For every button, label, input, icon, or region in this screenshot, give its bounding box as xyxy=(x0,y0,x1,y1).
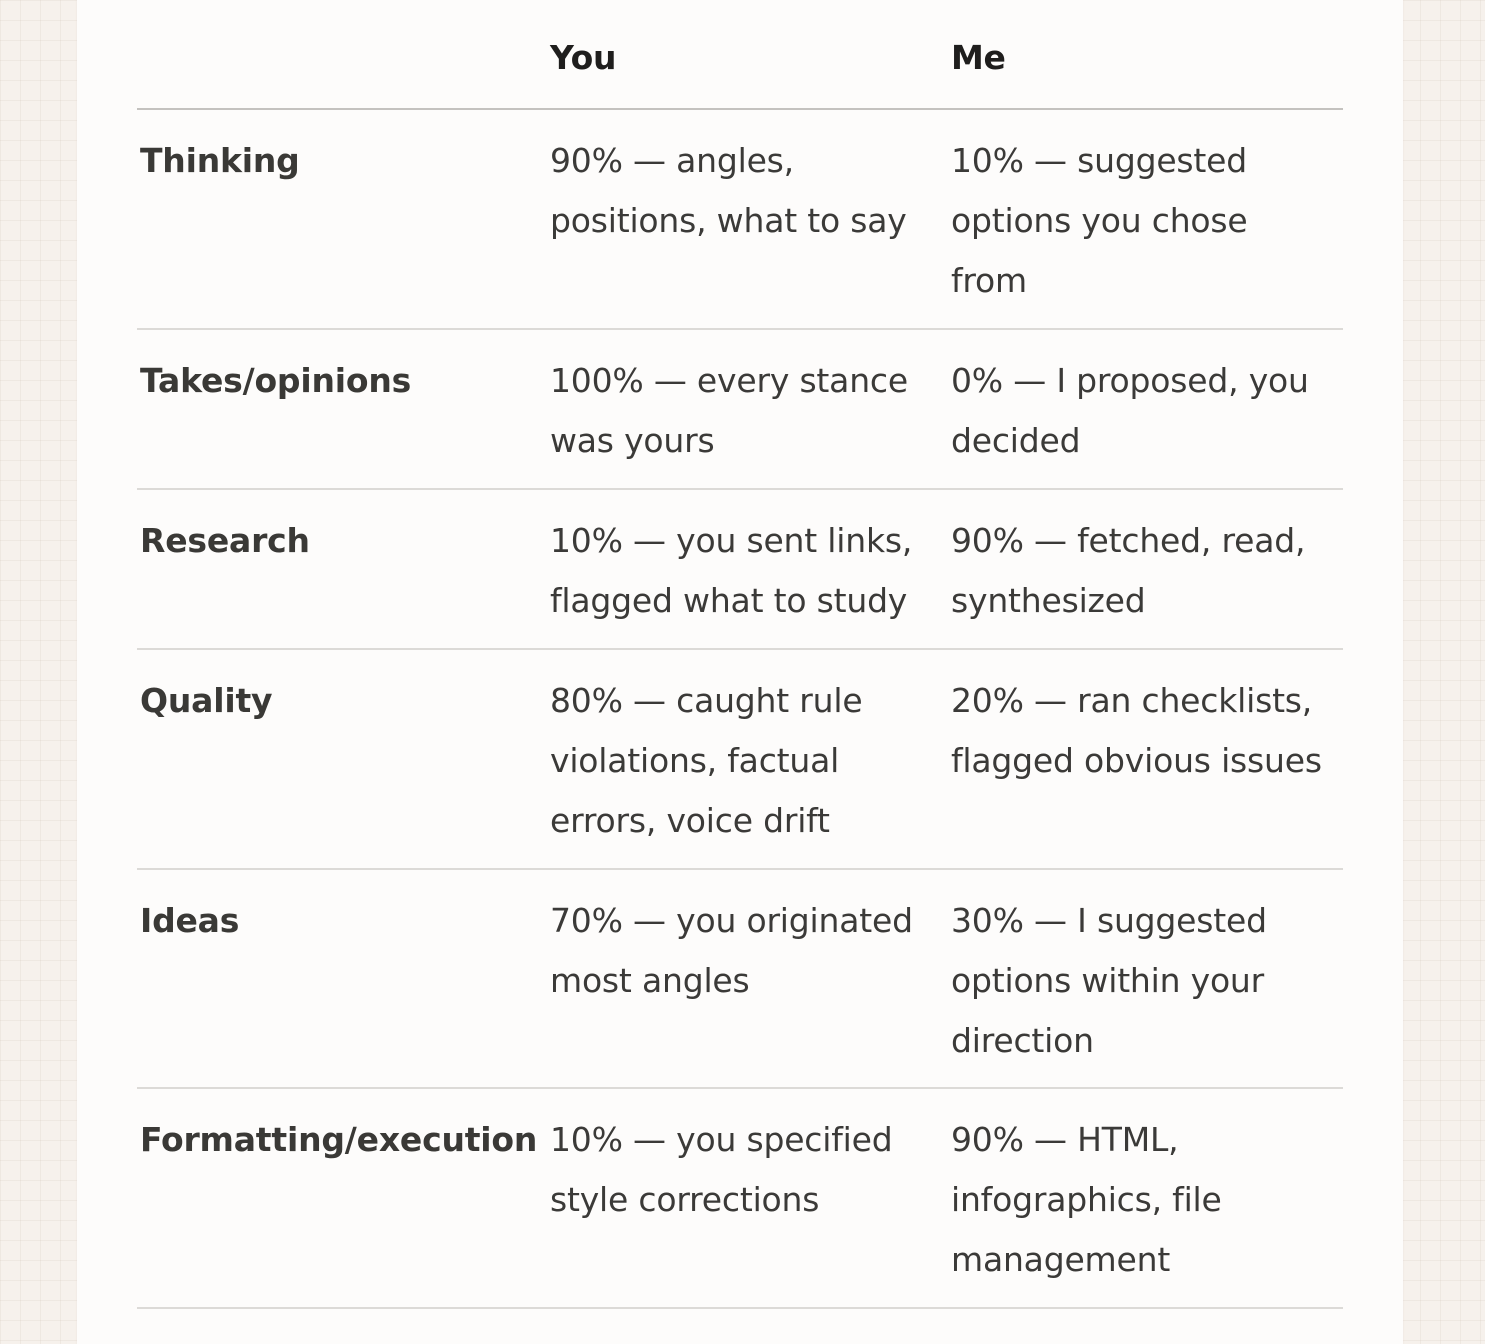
table-row xyxy=(137,650,1343,870)
table-row xyxy=(137,330,1343,490)
me-cell: 30% — I suggested options within your direction xyxy=(951,901,1267,1060)
me-cell: 20% — ran checklists, flagged obvious issues xyxy=(951,681,1322,780)
row-label: Thinking xyxy=(140,141,300,180)
row-label: Ideas xyxy=(140,901,240,940)
row-label: Takes/opinions xyxy=(140,361,412,400)
me-cell: 0% — I proposed, you decided xyxy=(951,361,1309,460)
table-header-row xyxy=(137,0,1343,110)
you-cell: 100% — every stance was yours xyxy=(550,361,908,460)
row-label: Research xyxy=(140,521,310,560)
table-row xyxy=(137,1089,1343,1309)
header-me: Me xyxy=(951,38,1006,77)
me-cell: 90% — fetched, read, synthesized xyxy=(951,521,1306,620)
row-label: Formatting/execution xyxy=(140,1120,538,1159)
me-cell: 90% — HTML, infographics, file management xyxy=(951,1120,1222,1279)
you-cell: 70% — you originated most angles xyxy=(550,901,913,1000)
row-label: Quality xyxy=(140,681,273,720)
table-row xyxy=(137,490,1343,650)
header-you: You xyxy=(550,38,617,77)
you-cell: 10% — you specified style corrections xyxy=(550,1120,893,1219)
content-card xyxy=(77,0,1403,1344)
you-cell: 90% — angles, positions, what to say xyxy=(550,141,907,240)
contribution-table xyxy=(137,0,1343,1309)
you-cell: 10% — you sent links, flagged what to study xyxy=(550,521,913,620)
table-row xyxy=(137,110,1343,330)
table-row xyxy=(137,870,1343,1089)
me-cell: 10% — suggested options you chose from xyxy=(951,141,1248,300)
you-cell: 80% — caught rule violations, factual errors, voice drift xyxy=(550,681,863,840)
